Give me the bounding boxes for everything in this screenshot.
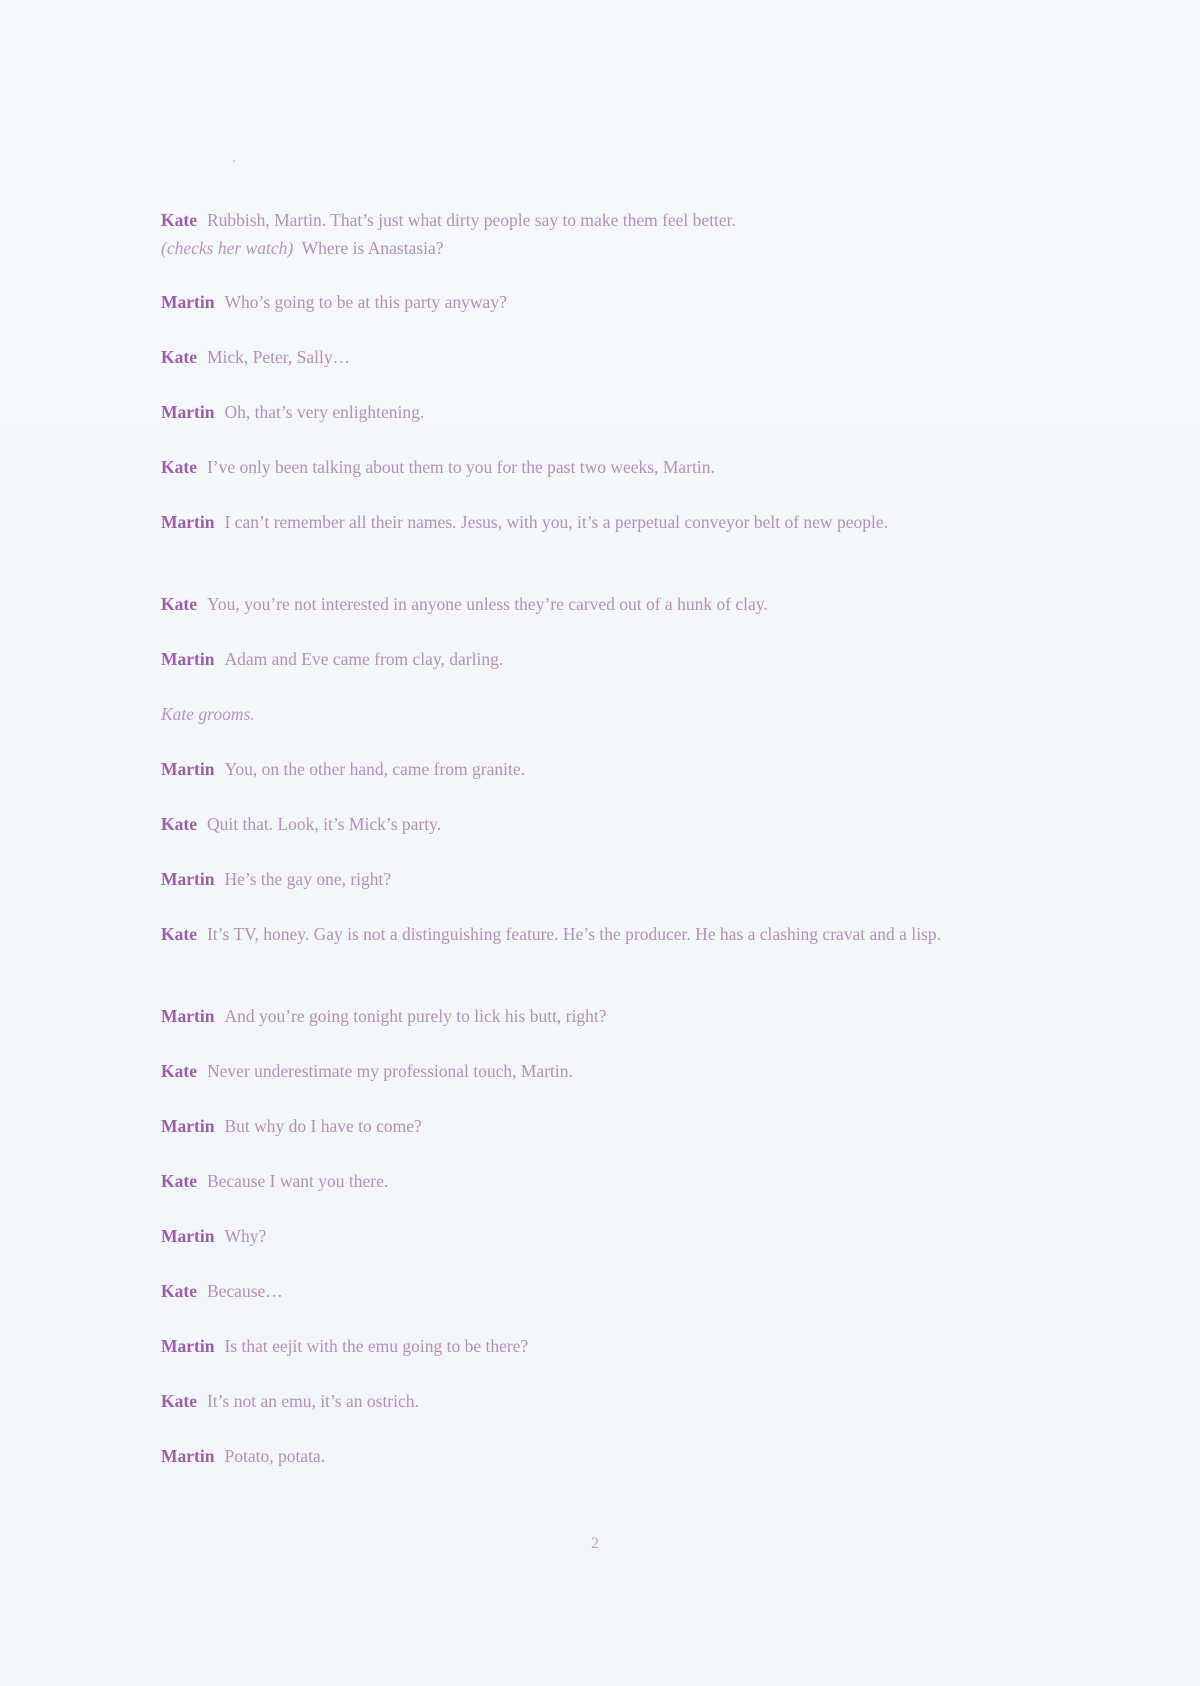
speaker-name: Martin (161, 1226, 215, 1246)
dialogue-text: Where is Anastasia? (301, 238, 444, 258)
dialogue-line (161, 206, 1031, 262)
dialogue-line (161, 1222, 1031, 1250)
speaker-name: Kate (161, 814, 197, 834)
dialogue-text: But why do I have to come? (224, 1116, 422, 1136)
speaker-name: Martin (161, 1116, 215, 1136)
stage-direction-line (161, 700, 1031, 728)
dialogue-text: Never underestimate my professional touch, Martin. (206, 1061, 573, 1081)
dialogue-text: Quit that. Look, it’s Mick’s party. (206, 814, 442, 834)
dialogue-line (161, 453, 1031, 481)
speaker-name: Kate (161, 1171, 197, 1191)
dialogue-line (161, 288, 1031, 316)
dialogue-text: Potato, potata. (224, 1446, 326, 1466)
speaker-name: Kate (161, 1281, 197, 1301)
speaker-name: Kate (161, 457, 197, 477)
scan-speck (233, 160, 235, 162)
dialogue-line (161, 1002, 1031, 1030)
dialogue-text: It’s not an emu, it’s an ostrich. (206, 1391, 419, 1411)
dialogue-line (161, 1332, 1031, 1360)
speaker-name: Kate (161, 1061, 197, 1081)
speaker-name: Martin (161, 1336, 215, 1356)
dialogue-line (161, 590, 1031, 618)
dialogue-text: You, you’re not interested in anyone unless they’re carved out of a hunk of clay. (206, 594, 768, 614)
dialogue-line (161, 1112, 1031, 1140)
dialogue-text: I’ve only been talking about them to you for the past two weeks, Martin. (206, 457, 715, 477)
dialogue-line (161, 1387, 1031, 1415)
dialogue-line (161, 865, 1031, 893)
speaker-name: Kate (161, 210, 197, 230)
dialogue-text: I can’t remember all their names. Jesus, with you, it’s a perpetual conveyor belt of new people. (224, 512, 888, 532)
dialogue-text: Mick, Peter, Sally… (206, 347, 351, 367)
speaker-name: Martin (161, 402, 215, 422)
stage-direction: (checks her watch) (161, 238, 294, 258)
speaker-name: Martin (161, 512, 215, 532)
dialogue-text: Because I want you there. (206, 1171, 389, 1191)
dialogue-line (161, 1277, 1031, 1305)
speaker-name: Martin (161, 759, 215, 779)
page-number: 2 (591, 1535, 599, 1552)
dialogue-line (161, 1057, 1031, 1085)
speaker-name: Kate (161, 347, 197, 367)
dialogue-line (161, 810, 1031, 838)
dialogue-text: Rubbish, Martin. That’s just what dirty people say to make them feel better. (206, 210, 736, 230)
speaker-name: Martin (161, 869, 215, 889)
speaker-name: Kate (161, 1391, 197, 1411)
dialogue-text: Because… (206, 1281, 283, 1301)
dialogue-text: Why? (224, 1226, 267, 1246)
dialogue-line (161, 343, 1031, 371)
speaker-name: Martin (161, 1006, 215, 1026)
dialogue-line (161, 755, 1031, 783)
speaker-name: Kate (161, 594, 197, 614)
dialogue-line (161, 508, 1031, 536)
dialogue-line (161, 1167, 1031, 1195)
dialogue-text: Who’s going to be at this party anyway? (224, 292, 507, 312)
dialogue-line (161, 920, 1031, 948)
speaker-name: Martin (161, 649, 215, 669)
dialogue-text: Adam and Eve came from clay, darling. (224, 649, 504, 669)
dialogue-text: He’s the gay one, right? (224, 869, 392, 889)
speaker-name: Kate (161, 924, 197, 944)
dialogue-text: Oh, that’s very enlightening. (224, 402, 425, 422)
speaker-name: Martin (161, 292, 215, 312)
speaker-name: Martin (161, 1446, 215, 1466)
dialogue-text: It’s TV, honey. Gay is not a distinguishing feature. He’s the producer. He has a clashing cravat and a lisp. (206, 924, 941, 944)
stage-direction: Kate grooms. (161, 704, 255, 724)
dialogue-text: Is that eejit with the emu going to be there? (224, 1336, 529, 1356)
dialogue-line (161, 398, 1031, 426)
dialogue-line (161, 1442, 1031, 1470)
dialogue-text: You, on the other hand, came from granite. (224, 759, 525, 779)
dialogue-line (161, 645, 1031, 673)
dialogue-text: And you’re going tonight purely to lick his butt, right? (224, 1006, 607, 1026)
